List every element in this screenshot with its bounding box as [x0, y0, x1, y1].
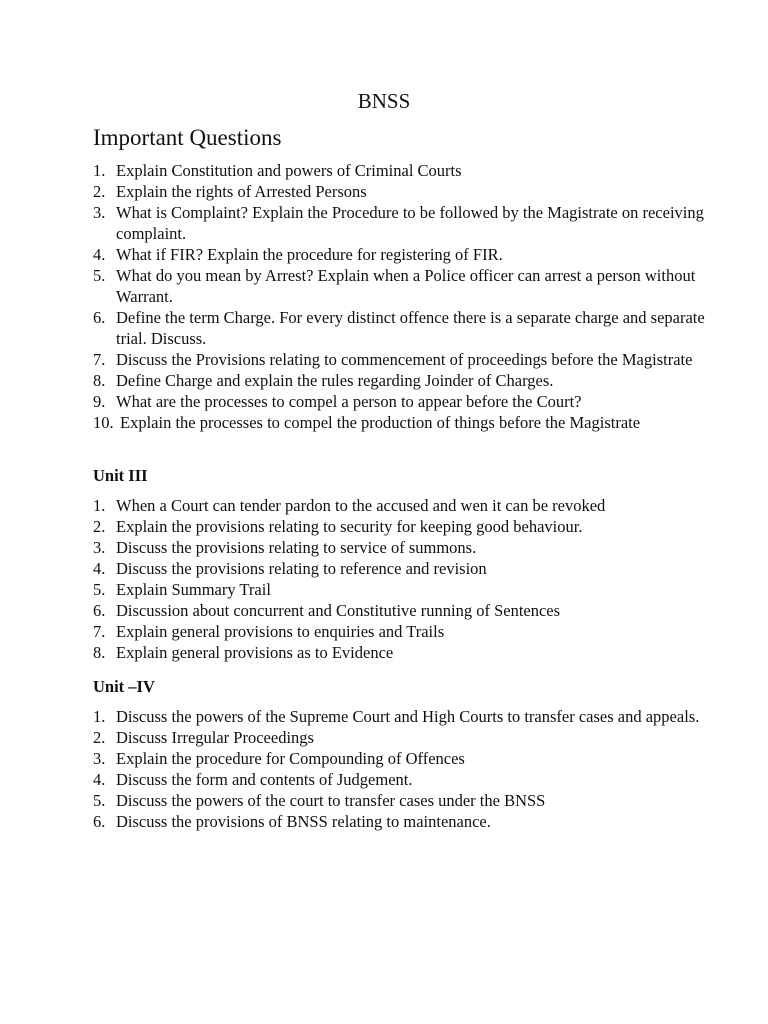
question-text: Explain the rights of Arrested Persons: [116, 182, 367, 201]
question-item: [93, 202, 713, 244]
question-item: [93, 769, 713, 790]
question-text: Explain general provisions to enquiries and Trails: [116, 622, 445, 641]
question-item: [93, 748, 713, 769]
unit4-section: [93, 676, 713, 832]
question-item: [93, 600, 713, 621]
unit4-heading: Unit –IV: [93, 677, 155, 696]
question-item: [93, 265, 713, 307]
question-number: 3.: [93, 203, 106, 222]
question-item: [93, 307, 713, 349]
question-number: 9.: [93, 392, 106, 411]
question-item: [93, 349, 713, 370]
question-text: Explain the provisions relating to security for keeping good behaviour.: [116, 517, 583, 536]
question-text: Discuss Irregular Proceedings: [116, 728, 314, 747]
question-number: 2.: [93, 517, 106, 536]
question-text: Define the term Charge. For every distinct offence there is a separate charge and separate trial. Discuss.: [116, 308, 705, 348]
question-text: What do you mean by Arrest? Explain when a Police officer can arrest a person without Warrant.: [116, 266, 696, 306]
question-text: What are the processes to compel a person to appear before the Court?: [116, 392, 582, 411]
question-number: 7.: [93, 622, 106, 641]
question-text: What is Complaint? Explain the Procedure to be followed by the Magistrate on receiving complaint.: [116, 203, 704, 243]
question-item: [93, 181, 713, 202]
question-item: [93, 642, 713, 663]
question-item: [93, 537, 713, 558]
question-item: [93, 244, 713, 265]
question-text: Discuss the Provisions relating to commencement of proceedings before the Magistrate: [116, 350, 693, 369]
question-number: 5.: [93, 791, 106, 810]
question-text: Explain Constitution and powers of Criminal Courts: [116, 161, 462, 180]
question-item: [93, 811, 713, 832]
question-number: 3.: [93, 538, 106, 557]
question-number: 1.: [93, 496, 106, 515]
question-item: [93, 727, 713, 748]
question-item: [93, 621, 713, 642]
question-item: [93, 412, 713, 433]
unit4-question-list: [93, 706, 713, 832]
document-subtitle: Important Questions: [93, 125, 282, 150]
question-text: Discuss the form and contents of Judgement.: [116, 770, 413, 789]
question-number: 1.: [93, 707, 106, 726]
important-questions-section: [93, 160, 713, 433]
question-number: 2.: [93, 728, 106, 747]
question-text: Explain general provisions as to Evidence: [116, 643, 394, 662]
question-number: 6.: [93, 308, 106, 327]
question-number: 7.: [93, 350, 106, 369]
question-number: 4.: [93, 559, 106, 578]
question-item: [93, 160, 713, 181]
question-item: [93, 495, 713, 516]
question-text: Discuss the powers of the Supreme Court and High Courts to transfer cases and appeals.: [116, 707, 700, 726]
unit3-section: [93, 465, 713, 663]
question-text: Discuss the provisions relating to reference and revision: [116, 559, 487, 578]
question-number: 1.: [93, 161, 106, 180]
important-questions-list: [93, 160, 713, 433]
unit3-question-list: [93, 495, 713, 663]
question-text: Explain the processes to compel the production of things before the Magistrate: [120, 413, 641, 432]
question-text: Define Charge and explain the rules regarding Joinder of Charges.: [116, 371, 554, 390]
question-text: Discuss the provisions relating to service of summons.: [116, 538, 477, 557]
question-text: Explain Summary Trail: [116, 580, 271, 599]
question-text: Explain the procedure for Compounding of Offences: [116, 749, 465, 768]
question-item: [93, 579, 713, 600]
question-number: 6.: [93, 601, 106, 620]
question-number: 5.: [93, 580, 106, 599]
question-number: 4.: [93, 245, 106, 264]
question-number: 2.: [93, 182, 106, 201]
question-number: 4.: [93, 770, 106, 789]
question-item: [93, 516, 713, 537]
question-text: Discuss the provisions of BNSS relating to maintenance.: [116, 812, 491, 831]
question-number: 8.: [93, 643, 106, 662]
question-text: Discussion about concurrent and Constitutive running of Sentences: [116, 601, 561, 620]
unit3-heading: Unit III: [93, 466, 148, 485]
question-item: [93, 370, 713, 391]
document-title: BNSS: [357, 89, 411, 113]
question-number: 8.: [93, 371, 106, 390]
question-text: Discuss the powers of the court to transfer cases under the BNSS: [116, 791, 546, 810]
question-item: [93, 558, 713, 579]
question-number: 6.: [93, 812, 106, 831]
question-item: [93, 391, 713, 412]
question-item: [93, 790, 713, 811]
question-item: [93, 706, 713, 727]
question-number: 5.: [93, 266, 106, 285]
question-number: 10.: [93, 413, 114, 432]
question-text: What if FIR? Explain the procedure for registering of FIR.: [116, 245, 503, 264]
question-number: 3.: [93, 749, 106, 768]
question-text: When a Court can tender pardon to the accused and wen it can be revoked: [116, 496, 606, 515]
